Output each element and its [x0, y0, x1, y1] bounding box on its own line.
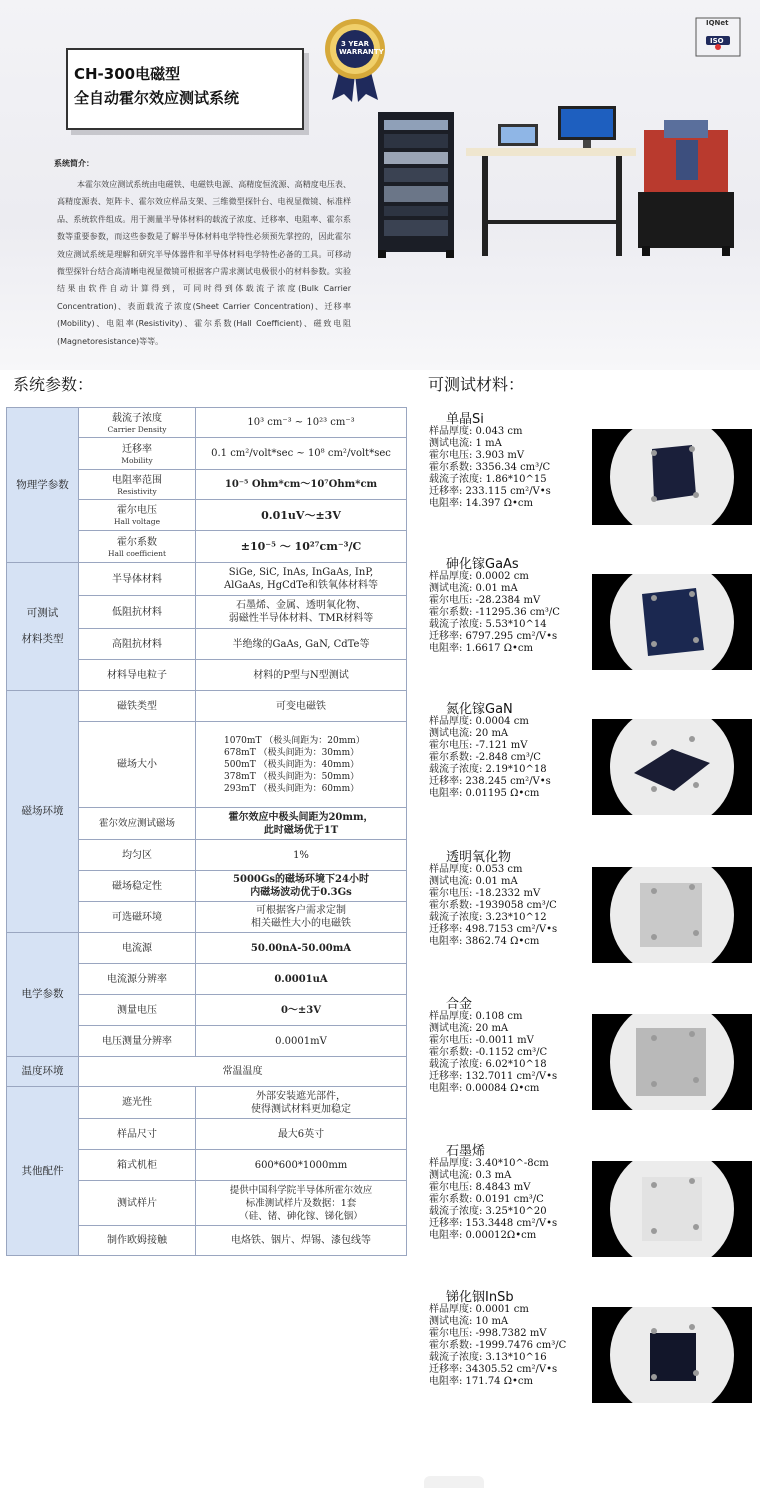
param-label-shading: 遮光性: [79, 1087, 196, 1119]
param-value-current-source: 50.00nA-50.00mA: [196, 933, 407, 964]
sample-property: 霍尔系数: -2.848 cm³/C: [429, 752, 541, 763]
category-line: 材料类型: [21, 633, 64, 645]
equipment-photo: [376, 100, 760, 270]
param-label-carrier: [79, 408, 196, 438]
sample-property: 迁移率: 153.3448 cm²/V•s: [429, 1218, 558, 1229]
param-label-measure-voltage: 测量电压: [79, 995, 196, 1026]
sample-property: 霍尔系数: -11295.36 cm³/C: [429, 607, 560, 618]
param-label-en: Mobility: [121, 455, 153, 465]
sample-name: 石墨烯: [446, 1144, 486, 1159]
sample-property: 测试电流: 1 mA: [429, 438, 502, 449]
param-label-en: Carrier Density: [107, 424, 167, 434]
param-label-high-resistance: 高阻抗材料: [79, 629, 196, 660]
sample-property: 电阻率: 0.00084 Ω•cm: [429, 1083, 540, 1094]
sample-property: 测试电流: 0.01 mA: [429, 583, 518, 594]
sample-name: 砷化镓GaAs: [446, 557, 519, 572]
sample-property: 样品厚度: 0.043 cm: [429, 426, 523, 437]
sample-properties: [429, 571, 589, 655]
param-label-cn: 霍尔系数: [117, 536, 157, 548]
param-value-conduction: 材料的P型与N型测试: [196, 660, 407, 691]
param-label-cn: 迁移率: [122, 443, 152, 455]
table-row: [7, 408, 407, 438]
intro-heading: 系统简介：: [54, 159, 94, 168]
sample-property: 迁移率: 238.245 cm²/V•s: [429, 776, 551, 787]
params-section-title: 系统参数：: [13, 375, 94, 394]
sample-property: 电阻率: 171.74 Ω•cm: [429, 1376, 533, 1387]
sample-properties: [429, 426, 589, 510]
sample-property: 霍尔电压: 3.903 mV: [429, 450, 525, 461]
param-value-field-size: 1070mT （极头间距为：20mm） 678mT （极头间距为：30mm） 500mT （极头间距为：40mm） 378mT （极头间距为：50mm） 293mT （极头间距为：60mm）: [196, 722, 407, 808]
table-row: [7, 933, 407, 964]
param-value-shading: 外部安装遮光部件， 使得测试材料更加稳定: [196, 1087, 407, 1119]
table-row: [7, 563, 407, 596]
param-label-conduction: 材料导电粒子: [79, 660, 196, 691]
intro-body: 本霍尔效应测试系统由电磁铁、电磁铁电源、高精度恒流源、高精度电压表、高精度源表、矩阵卡、霍尔效应样品支架、三维微型探针台、电视显微镜、标准样品、系统软件组成。用于测量半导体材料的载流子浓度、迁移率、电阻率、霍尔系数等重要参数，而这些参数是了解半导体材料电学特性必须预先掌控的，因此霍尔效应测试系统是理解和研究半导体器件和半导体材料电学特性必备的工具。可移动微型探针台结合高清晰电视显微镜可根据客户需求测试电极很小的材料参数。实验结果由软件自动计算得到，可同时得到体载流子浓度(Bulk Carrier Concentration)、表面载流子浓度(Sheet Carrier Concentration)、迁移率(Mobility)、电阻率(Resistivity)、霍尔系数(Hall Coefficient)、磁致电阻(Magnetoresistance)等等。: [57, 180, 351, 346]
sample-photo: [592, 1161, 752, 1257]
sample-property: 样品厚度: 0.108 cm: [429, 1011, 523, 1022]
sample-property: 迁移率: 233.115 cm²/V•s: [429, 486, 551, 497]
sample-property: 测试电流: 20 mA: [429, 728, 509, 739]
sample-property: 测试电流: 10 mA: [429, 1316, 509, 1327]
sample-photo: [592, 719, 752, 815]
param-label-cn: 载流子浓度: [112, 412, 162, 424]
sample-property: 电阻率: 14.397 Ω•cm: [429, 498, 533, 509]
param-value-magnet-type: 可变电磁铁: [196, 691, 407, 722]
sample-property: 样品厚度: 0.0001 cm: [429, 1304, 529, 1315]
param-value-optional-field: 可根据客户需求定制 相关磁性大小的电磁铁: [196, 902, 407, 933]
footer-fragment: [424, 1476, 484, 1488]
param-label-ohmic: 制作欧姆接触: [79, 1226, 196, 1256]
sample-name: 单晶Si: [446, 412, 484, 427]
sample-property: 载流子浓度: 3.13*10^16: [429, 1352, 547, 1363]
param-value-voltage-resolution: 0.0001mV: [196, 1026, 407, 1057]
param-label-current-source: 电流源: [79, 933, 196, 964]
sample-property: 霍尔系数: -1999.7476 cm³/C: [429, 1340, 567, 1351]
param-label-semiconductor: 半导体材料: [79, 563, 196, 596]
param-value-measure-voltage: 0～±3V: [196, 995, 407, 1026]
param-value-hall-coefficient: ±10⁻⁵ ～ 10²⁷cm⁻³/C: [196, 531, 407, 563]
category-magnetic: 磁场环境: [7, 691, 79, 933]
param-label-en: Hall coefficient: [108, 548, 166, 558]
sample-property: 电阻率: 3862.74 Ω•cm: [429, 936, 540, 947]
param-label-stability: 磁场稳定性: [79, 871, 196, 902]
sample-property: 迁移率: 6797.295 cm²/V•s: [429, 631, 558, 642]
sample-property: 载流子浓度: 2.19*10^18: [429, 764, 547, 775]
param-value-hall-voltage: 0.01uV～±3V: [196, 500, 407, 531]
sample-photo: [592, 1307, 752, 1403]
sample-properties: [429, 1011, 589, 1095]
sample-property: 电阻率: 0.01195 Ω•cm: [429, 788, 540, 799]
cert-iqnet-label: IQNet: [706, 19, 729, 27]
sample-property: 电阻率: 1.6617 Ω•cm: [429, 643, 533, 654]
param-label-resistivity: [79, 470, 196, 500]
sample-property: 载流子浓度: 5.53*10^14: [429, 619, 547, 630]
table-row: [7, 691, 407, 722]
product-model: CH-300电磁型: [74, 65, 181, 83]
sample-property: 载流子浓度: 1.86*10^15: [429, 474, 547, 485]
param-value-ohmic: 电烙铁、铟片、焊锡、漆包线等: [196, 1226, 407, 1256]
param-label-cabinet: 箱式机柜: [79, 1150, 196, 1181]
sample-properties: [429, 1158, 589, 1242]
materials-section-title: 可测试材料：: [428, 375, 525, 394]
sample-properties: [429, 864, 589, 948]
param-value-resistivity: 10⁻⁵ Ohm*cm～10⁷Ohm*cm: [196, 470, 407, 500]
sample-property: 样品厚度: 0.053 cm: [429, 864, 523, 875]
sample-property: 迁移率: 34305.52 cm²/V•s: [429, 1364, 558, 1375]
sample-property: 样品厚度: 3.40*10^-8cm: [429, 1158, 549, 1169]
param-label-test-sample: 测试样片: [79, 1181, 196, 1226]
sample-properties: [429, 1304, 589, 1388]
sample-name: 锑化铟InSb: [446, 1290, 514, 1305]
sample-photo: [592, 1014, 752, 1110]
param-value-uniform: 1%: [196, 840, 407, 871]
category-other: 其他配件: [7, 1087, 79, 1256]
sample-property: 载流子浓度: 3.23*10^12: [429, 912, 547, 923]
sample-property: 霍尔系数: 0.0191 cm³/C: [429, 1194, 544, 1205]
category-temperature: 温度环境: [7, 1057, 79, 1087]
product-title-box: [66, 48, 304, 130]
sample-property: 霍尔电压: 8.4843 mV: [429, 1182, 531, 1193]
sample-property: 载流子浓度: 3.25*10^20: [429, 1206, 547, 1217]
sample-properties: [429, 716, 589, 800]
param-label-field-size: 磁场大小: [79, 722, 196, 808]
sample-property: 迁移率: 132.7011 cm²/V•s: [429, 1071, 558, 1082]
category-line: 可测试: [26, 607, 59, 619]
sample-property: 载流子浓度: 6.02*10^18: [429, 1059, 547, 1070]
category-materials: [7, 563, 79, 691]
param-label-hall-voltage: [79, 500, 196, 531]
sample-property: 测试电流: 20 mA: [429, 1023, 509, 1034]
sample-name: 透明氧化物: [446, 850, 512, 865]
sample-property: 霍尔系数: -1939058 cm³/C: [429, 900, 557, 911]
sample-name: 氮化镓GaN: [446, 702, 513, 717]
sample-photo: [592, 574, 752, 670]
param-label-uniform: 均匀区: [79, 840, 196, 871]
param-value-semiconductor: SiGe, SiC, InAs, InGaAs, InP, AlGaAs, HgCdTe和铁氧体材料等: [196, 563, 407, 596]
param-label-en: Hall voltage: [113, 517, 161, 526]
param-value-test-sample: 提供中国科学院半导体所霍尔效应 标准测试样片及数据：1套 （硅、锗、砷化镓、锑化铟）: [196, 1181, 407, 1226]
category-physics: 物理学参数: [7, 408, 79, 563]
cert-iso-label: ISO: [710, 37, 724, 45]
sample-property: 样品厚度: 0.0004 cm: [429, 716, 529, 727]
warranty-badge-icon: [322, 16, 388, 102]
sample-property: 霍尔电压: -18.2332 mV: [429, 888, 541, 899]
param-label-magnet-type: 磁铁类型: [79, 691, 196, 722]
param-value-current-resolution: 0.0001uA: [196, 964, 407, 995]
param-value-high-resistance: 半绝缘的GaAs, GaN, CdTe等: [196, 629, 407, 660]
param-label-sample-size: 样品尺寸: [79, 1119, 196, 1150]
param-value-sample-size: 最大6英寸: [196, 1119, 407, 1150]
sample-property: 霍尔电压: -998.7382 mV: [429, 1328, 547, 1339]
params-table: [6, 407, 407, 1256]
param-label-optional-field: 可选磁环境: [79, 902, 196, 933]
param-label-current-resolution: 电流源分辨率: [79, 964, 196, 995]
param-label-low-resistance: 低阻抗材料: [79, 596, 196, 629]
param-label-hall-coefficient: [79, 531, 196, 563]
param-value-stability: 5000Gs的磁场环境下24小时 内磁场波动优于0.3Gs: [196, 871, 407, 902]
sample-property: 电阻率: 0.00012Ω•cm: [429, 1230, 537, 1241]
param-value-cabinet: 600*600*1000mm: [196, 1150, 407, 1181]
sample-photo: [592, 429, 752, 525]
sample-property: 霍尔系数: 3356.34 cm³/C: [429, 462, 551, 473]
param-label-hall-field: 霍尔效应测试磁场: [79, 808, 196, 840]
sample-property: 霍尔电压: -7.121 mV: [429, 740, 528, 751]
param-label-mobility: [79, 438, 196, 470]
sample-property: 样品厚度: 0.0002 cm: [429, 571, 529, 582]
sample-property: 霍尔电压: -0.0011 mV: [429, 1035, 534, 1046]
category-electrical: 电学参数: [7, 933, 79, 1057]
warranty-badge-text: 3 YEAR WARRANTY: [339, 40, 384, 56]
sample-property: 测试电流: 0.3 mA: [429, 1170, 512, 1181]
sample-property: 迁移率: 498.7153 cm²/V•s: [429, 924, 558, 935]
product-title: 全自动霍尔效应测试系统: [74, 89, 240, 107]
sample-property: 霍尔电压: -28.2384 mV: [429, 595, 541, 606]
param-label-voltage-resolution: 电压测量分辨率: [79, 1026, 196, 1057]
param-value-temperature: 常温温度: [79, 1057, 407, 1087]
sample-name: 合金: [446, 997, 473, 1012]
sample-property: 测试电流: 0.01 mA: [429, 876, 518, 887]
param-value-hall-field: 霍尔效应中极头间距为20mm， 此时磁场优于1T: [196, 808, 407, 840]
param-value-mobility: 0.1 cm²/volt*sec ~ 10⁸ cm²/volt*sec: [196, 438, 407, 470]
table-row: [7, 1087, 407, 1119]
param-value-low-resistance: 石墨烯、金属、透明氧化物、 弱磁性半导体材料、TMR材料等: [196, 596, 407, 629]
sample-property: 霍尔系数: -0.1152 cm³/C: [429, 1047, 548, 1058]
sample-photo: [592, 867, 752, 963]
param-value-carrier: 10³ cm⁻³ ~ 10²³ cm⁻³: [196, 408, 407, 438]
param-label-cn: 霍尔电压: [117, 505, 157, 516]
param-label-en: Resistivity: [117, 486, 157, 496]
table-row: [7, 1057, 407, 1087]
param-label-cn: 电阻率范围: [112, 474, 162, 486]
